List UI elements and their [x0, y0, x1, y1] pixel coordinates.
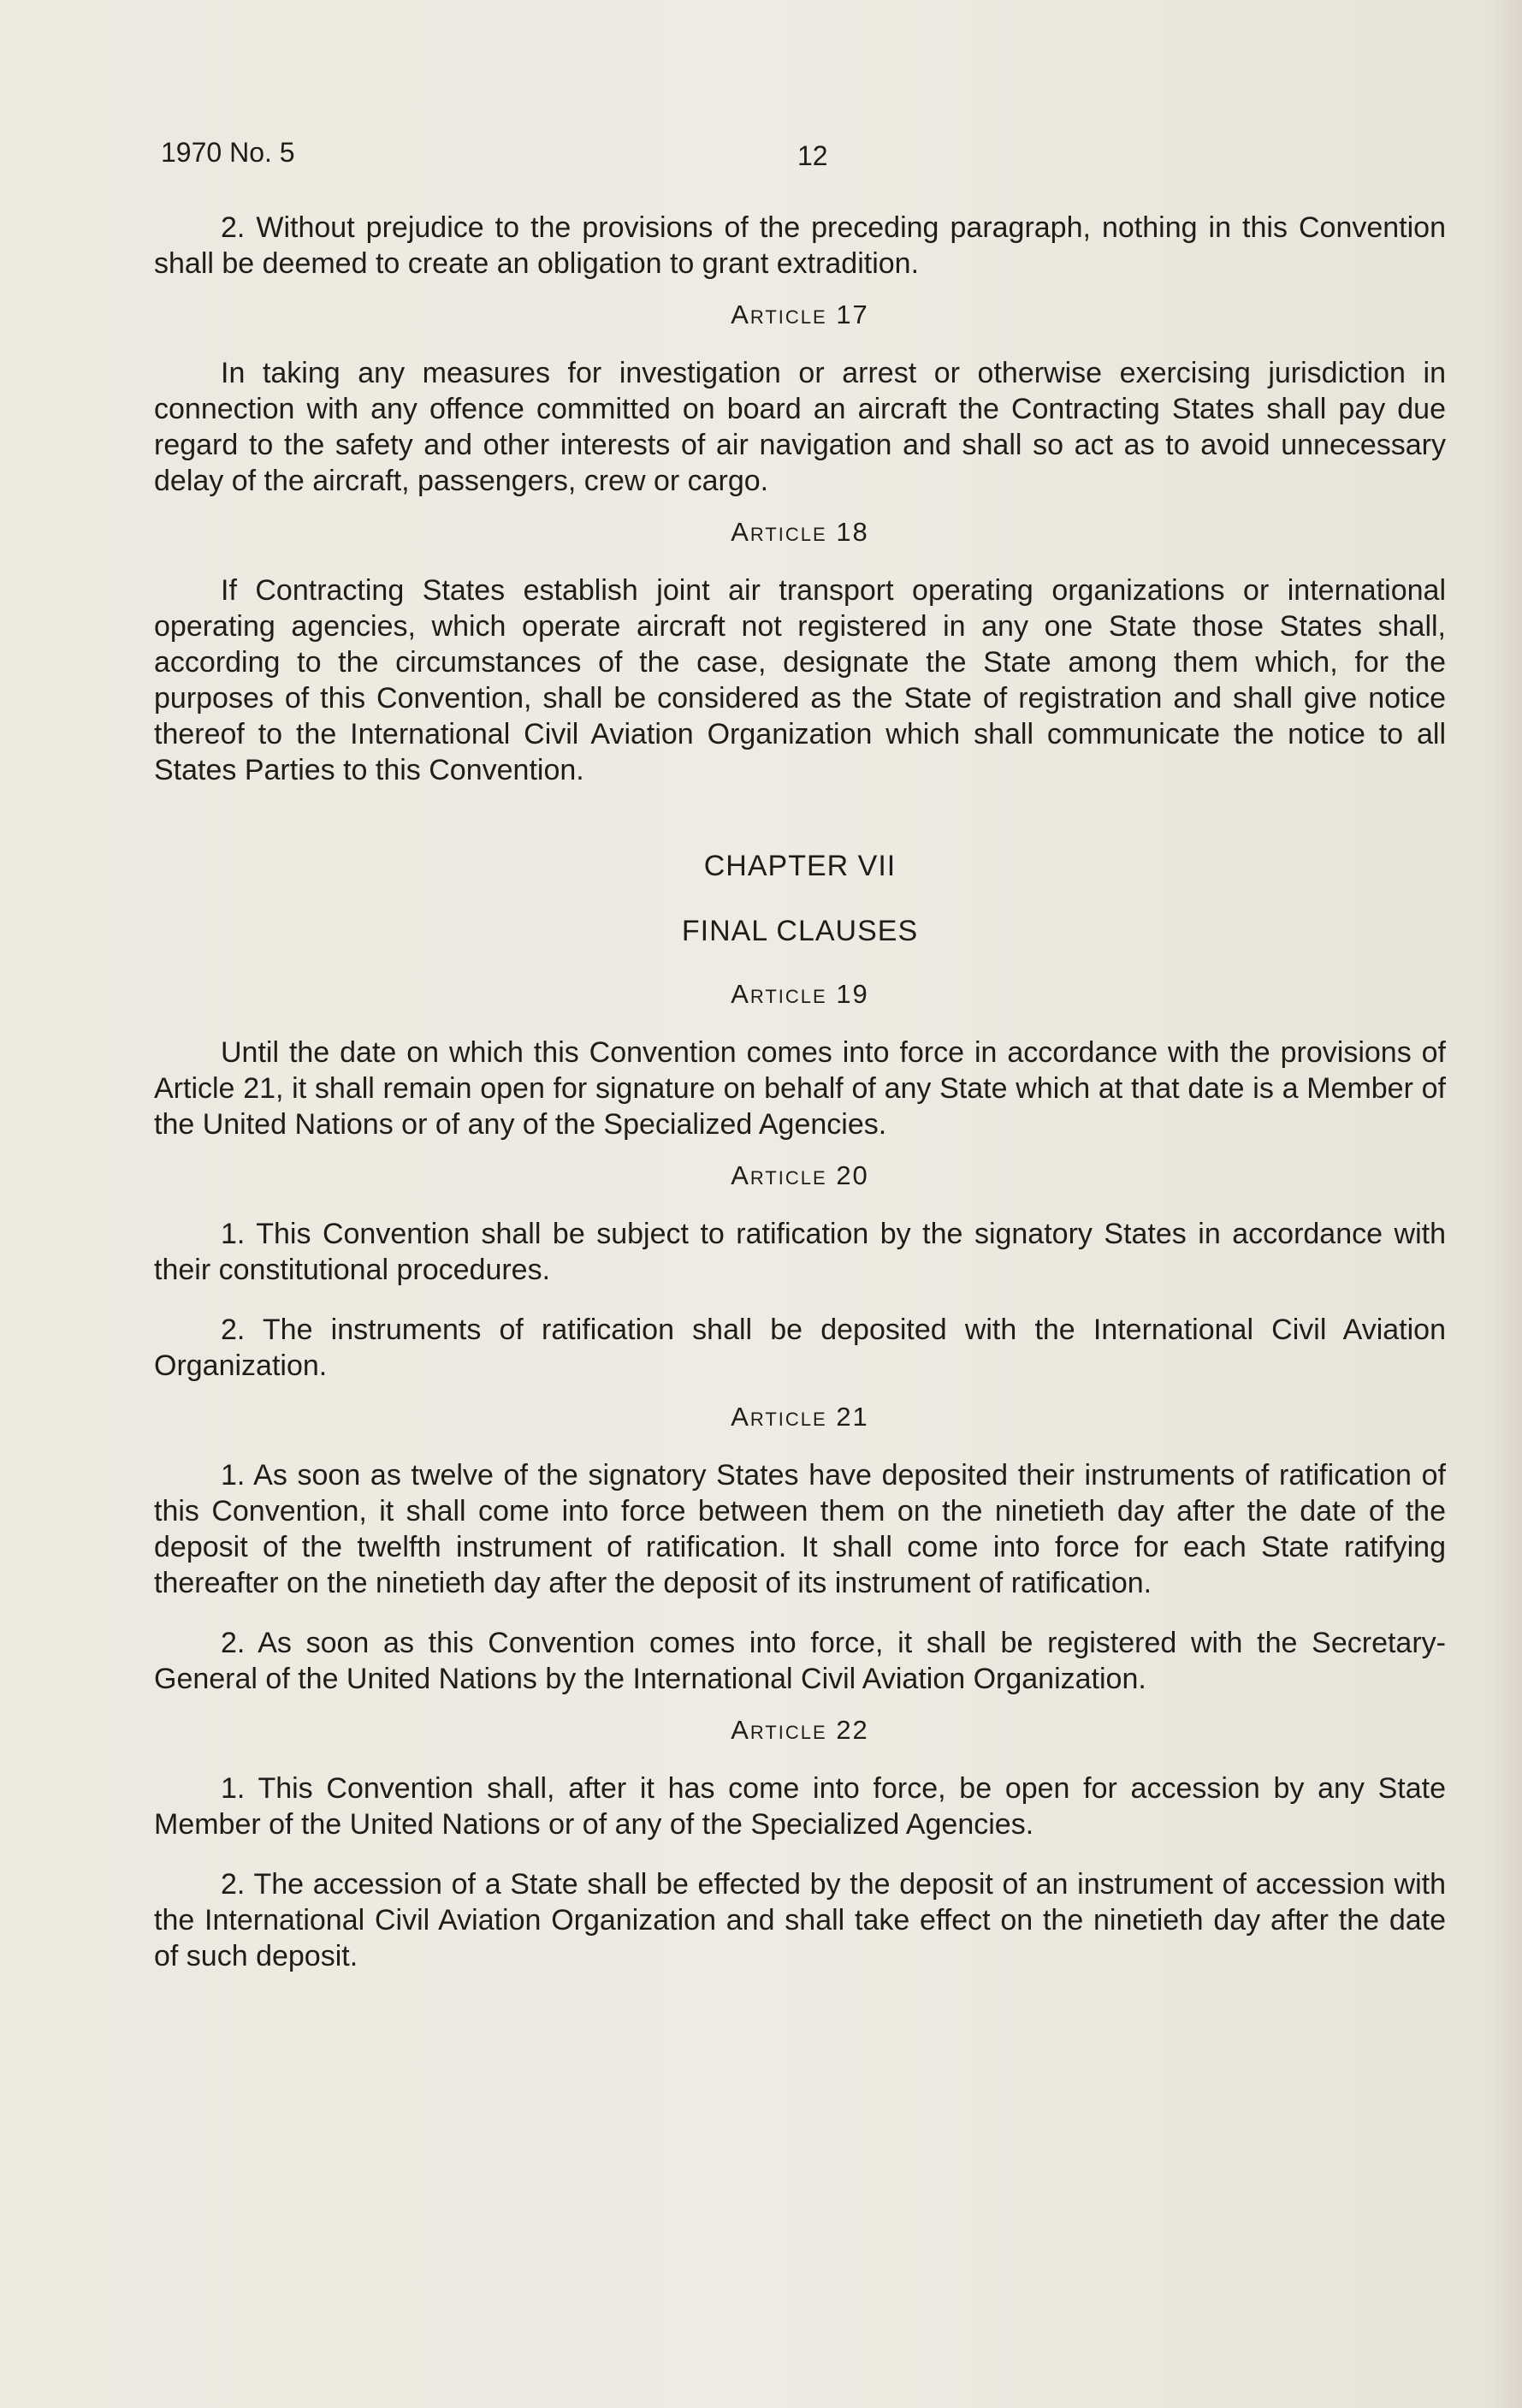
- document-body: [154, 210, 1446, 1974]
- article-heading: Article 18: [731, 517, 869, 547]
- paragraph: 1. This Convention shall be subject to ratification by the signatory States in accordance with their constitutional procedures.: [154, 1218, 1446, 1286]
- page-number: 12: [797, 140, 828, 171]
- paragraph: 1. This Convention shall, after it has come into force, be open for accession by any State Member of the United Nations or of any of the Specialized Agencies.: [154, 1772, 1446, 1841]
- chapter-title: FINAL CLAUSES: [681, 915, 919, 947]
- paragraph: 2. The accession of a State shall be effected by the deposit of an instrument of accession with the International Civil Aviation Organization and shall take effect on the ninetieth day after the date of such deposit.: [154, 1868, 1446, 1972]
- document-reference: 1970 No. 5: [161, 137, 295, 168]
- paragraph: If Contracting States establish joint air transport operating organizations or international operating agencies, which operate aircraft not registered in any one State those States shall, according to the circumstances of the case, designate the State among them which, for the purposes of this Convention, shall be considered as the State of registration and shall give notice thereof to the International Civil Aviation Organization which shall communicate the notice to all States Parties to this Convention.: [154, 574, 1446, 786]
- paragraph: 2. The instruments of ratification shall be deposited with the International Civil Aviation Organization.: [154, 1314, 1446, 1382]
- paragraph: In taking any measures for investigation or arrest or otherwise exercising jurisdiction in connection with any offence committed on board an aircraft the Contracting States shall pay due regard to the safety and other interests of air navigation and shall so act as to avoid unnecessary delay of the aircraft, passengers, crew or cargo.: [154, 357, 1446, 497]
- chapter-heading-block: [154, 848, 1446, 949]
- paragraph: 1. As soon as twelve of the signatory States have deposited their instruments of ratification of this Convention, it shall come into force between them on the ninetieth day after the date of the deposit of the twelfth instrument of ratification. It shall come into force for each State ratifying thereafter on the ninetieth day after the deposit of its instrument of ratification.: [154, 1459, 1446, 1599]
- article-heading: Article 20: [731, 1160, 869, 1190]
- page-edge-shadow: [1488, 0, 1522, 2408]
- paragraph: 2. Without prejudice to the provisions of the preceding paragraph, nothing in this Convention shall be deemed to create an obligation to grant extradition.: [154, 211, 1446, 280]
- article-heading: Article 21: [731, 1402, 869, 1432]
- article-heading: Article 17: [731, 300, 869, 329]
- paragraph: Until the date on which this Convention comes into force in accordance with the provisions of Article 21, it shall remain open for signature on behalf of any State which at that date is a Member of the United Nations or of any of the Specialized Agencies.: [154, 1036, 1446, 1141]
- article-heading: Article 22: [731, 1715, 869, 1745]
- paragraph: 2. As soon as this Convention comes into force, it shall be registered with the Secretary-General of the United Nations by the International Civil Aviation Organization.: [154, 1627, 1446, 1695]
- chapter-number: CHAPTER VII: [703, 850, 897, 882]
- article-heading: Article 19: [731, 979, 869, 1009]
- page-header: [161, 137, 1444, 180]
